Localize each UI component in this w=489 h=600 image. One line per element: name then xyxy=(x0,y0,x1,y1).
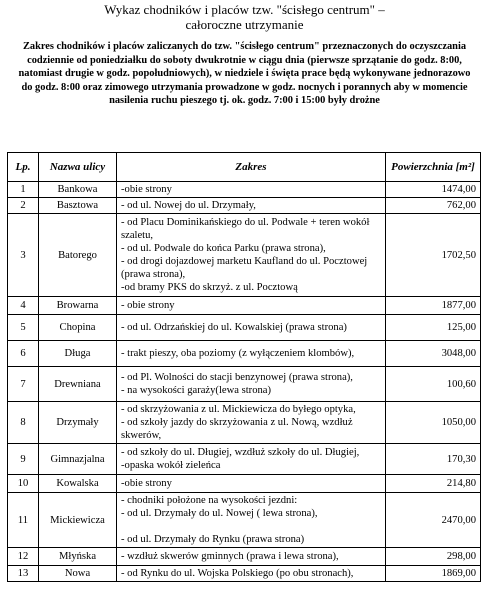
row-street: Bankowa xyxy=(39,182,117,198)
row-street: Basztowa xyxy=(39,198,117,214)
table-row xyxy=(8,341,481,367)
row-area: 170,30 xyxy=(386,444,481,475)
document-title xyxy=(0,2,489,32)
table-row xyxy=(8,444,481,475)
row-scope: - od szkoły do ul. Długiej, wzdłuż szkoły do ul. Długiej, -opaska wokół zieleńca xyxy=(117,444,386,475)
table-row xyxy=(8,214,481,297)
header-scope: Zakres xyxy=(117,153,386,182)
row-street: Młyńska xyxy=(39,548,117,566)
row-lp: 12 xyxy=(8,548,39,566)
row-scope: - od Placu Dominikańskiego do ul. Podwale + teren wokół szaletu, - od ul. Podwale do końca Parku (prawa strona), - od drogi dojazdowej marketu Kaufland do ul. Pocztowej (prawa strona), -od bramy PKS do skrzyż. z ul. Pocztową xyxy=(117,214,386,297)
row-lp: 5 xyxy=(8,315,39,341)
table-header-row xyxy=(8,153,481,182)
row-scope: - od skrzyżowania z ul. Mickiewicza do byłego optyka, - od szkoły jazdy do skrzyżowania z ul. Nową, wzdłuż skwerów, xyxy=(117,402,386,444)
row-area: 2470,00 xyxy=(386,493,481,548)
row-scope: - od ul. Nowej do ul. Drzymały, xyxy=(117,198,386,214)
row-area: 3048,00 xyxy=(386,341,481,367)
row-street: Nowa xyxy=(39,566,117,582)
row-scope: - trakt pieszy, oba poziomy (z wyłączeniem klombów), xyxy=(117,341,386,367)
row-lp: 11 xyxy=(8,493,39,548)
row-street: Chopina xyxy=(39,315,117,341)
row-scope: - od Rynku do ul. Wojska Polskiego (po obu stronach), xyxy=(117,566,386,582)
row-area: 125,00 xyxy=(386,315,481,341)
row-area: 1869,00 xyxy=(386,566,481,582)
row-lp: 13 xyxy=(8,566,39,582)
row-lp: 1 xyxy=(8,182,39,198)
row-lp: 2 xyxy=(8,198,39,214)
row-lp: 8 xyxy=(8,402,39,444)
header-lp: Lp. xyxy=(8,153,39,182)
row-area: 1050,00 xyxy=(386,402,481,444)
row-scope: - wzdłuż skwerów gminnych (prawa i lewa strona), xyxy=(117,548,386,566)
table-row xyxy=(8,315,481,341)
row-street: Kowalska xyxy=(39,475,117,493)
row-lp: 9 xyxy=(8,444,39,475)
title-line-1: Wykaz chodników i placów tzw. "ścisłego centrum" – xyxy=(104,2,385,17)
row-area: 1702,50 xyxy=(386,214,481,297)
row-area: 298,00 xyxy=(386,548,481,566)
sidewalk-table xyxy=(7,152,481,582)
row-scope: - od Pl. Wolności do stacji benzynowej (prawa strona), - na wysokości garaży(lewa strona) xyxy=(117,367,386,402)
row-scope: - obie strony xyxy=(117,297,386,315)
row-scope: -obie strony xyxy=(117,475,386,493)
table-row xyxy=(8,566,481,582)
row-area: 1474,00 xyxy=(386,182,481,198)
row-lp: 6 xyxy=(8,341,39,367)
table-row xyxy=(8,475,481,493)
row-lp: 10 xyxy=(8,475,39,493)
table-row xyxy=(8,367,481,402)
table-row xyxy=(8,402,481,444)
row-street: Długa xyxy=(39,341,117,367)
table-body xyxy=(8,182,481,582)
row-scope: - od ul. Odrzańskiej do ul. Kowalskiej (prawa strona) xyxy=(117,315,386,341)
table-row xyxy=(8,297,481,315)
row-street: Mickiewicza xyxy=(39,493,117,548)
row-street: Batorego xyxy=(39,214,117,297)
row-area: 100,60 xyxy=(386,367,481,402)
header-street: Nazwa ulicy xyxy=(39,153,117,182)
row-area: 214,80 xyxy=(386,475,481,493)
scope-description: Zakres chodników i placów zaliczanych do tzw. "ścisłego centrum" przeznaczonych do oczyszczania codziennie od poniedziałku do soboty dwukrotnie w ciągu dnia (pierwsze sprzątanie do godz. 8:00, natomiast drugie w godz. popołudniowych), w niedziele i święta prace będą wykonywane jednorazowo do godz. 8:00 oraz zimowego utrzymania prowadzone w godz. nocnych i porannych aby w momencie nasilenia ruchu pieszego tj. ok. godz. 7:00 i 15:00 były drożne xyxy=(18,41,471,107)
table-row xyxy=(8,182,481,198)
row-scope: -obie strony xyxy=(117,182,386,198)
row-scope: - chodniki położone na wysokości jezdni: - od ul. Drzymały do ul. Nowej ( lewa strona), - od ul. Drzymały do Rynku (prawa strona) xyxy=(117,493,386,548)
row-street: Browarna xyxy=(39,297,117,315)
table-row xyxy=(8,198,481,214)
row-area: 762,00 xyxy=(386,198,481,214)
row-lp: 3 xyxy=(8,214,39,297)
table-row xyxy=(8,493,481,548)
title-line-2: całoroczne utrzymanie xyxy=(185,17,304,32)
row-street: Drewniana xyxy=(39,367,117,402)
row-lp: 7 xyxy=(8,367,39,402)
row-street: Gimnazjalna xyxy=(39,444,117,475)
row-area: 1877,00 xyxy=(386,297,481,315)
row-street: Drzymały xyxy=(39,402,117,444)
header-area: Powierzchnia [m²] xyxy=(386,153,481,182)
row-lp: 4 xyxy=(8,297,39,315)
table-row xyxy=(8,548,481,566)
